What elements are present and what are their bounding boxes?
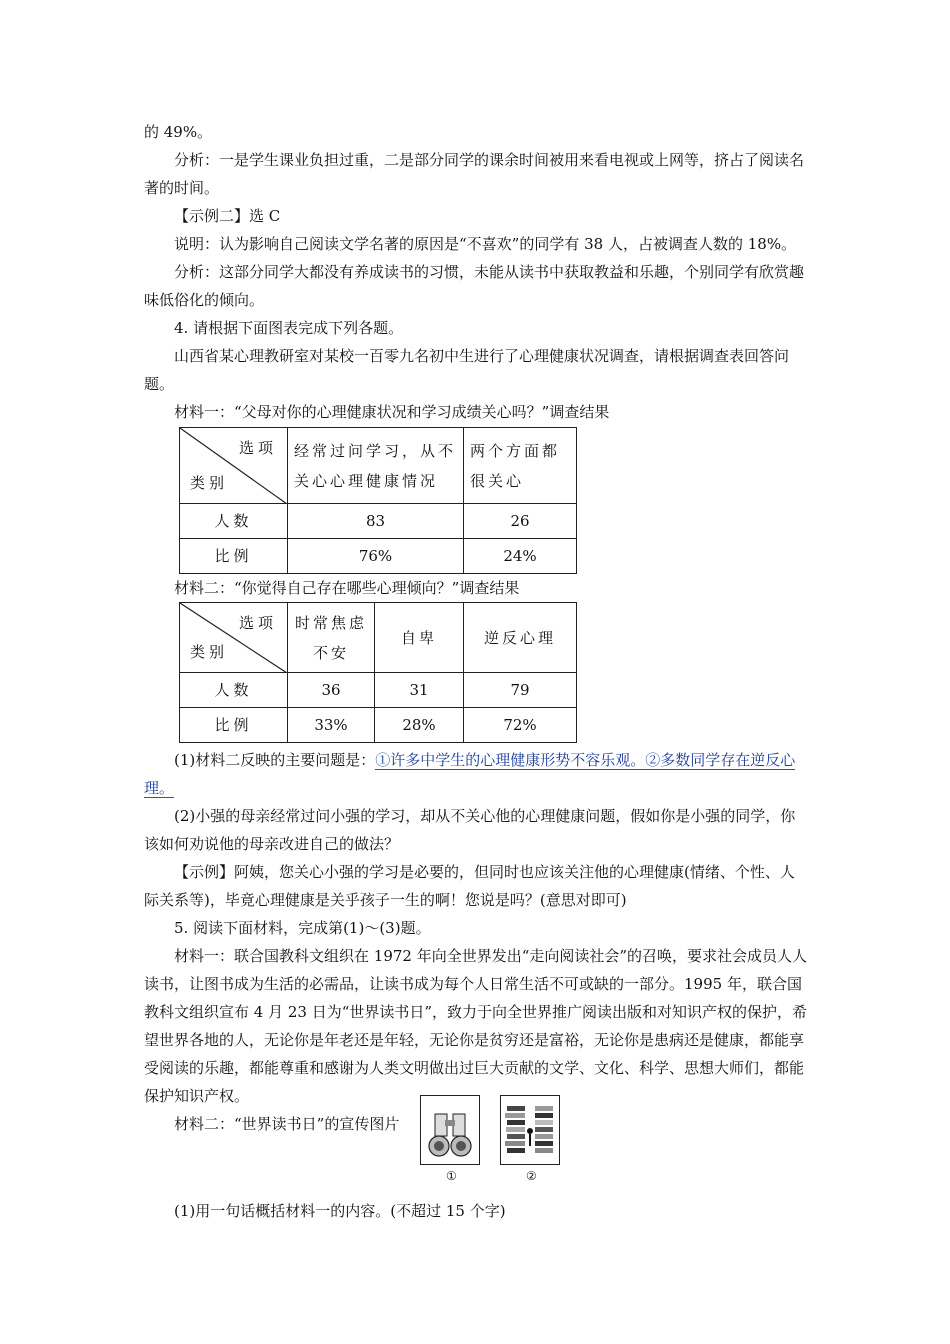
example-two-heading: 【示例二】选 C: [174, 207, 281, 225]
table-cell: 24%: [464, 539, 577, 574]
table-cell: 33%: [288, 708, 375, 743]
sub-question-1-prefix: (1)材料二反映的主要问题是：: [174, 751, 376, 769]
sub-question-1: [144, 746, 809, 802]
corner-top-label: 选项: [238, 614, 277, 632]
table-cell: 36: [288, 673, 375, 708]
table-cell: 26: [464, 504, 577, 539]
table-cell: 31: [375, 673, 464, 708]
sub-question-2-example: 【示例】阿姨，您关心小强的学习是必要的，但同时也应该关注他的心理健康(情绪、个性、人际关系等)，毕竟心理健康是关乎孩子一生的啊！您说是吗？(意思对即可): [144, 863, 795, 909]
question-5-material-2: 材料二：“世界读书日”的宣传图片: [174, 1115, 400, 1133]
row-label: 人数: [180, 673, 288, 708]
question-4-title: 4. 请根据下面图表完成下列各题。: [174, 319, 404, 337]
table-corner-cell: [180, 603, 288, 673]
sub-question-2: (2)小强的母亲经常过问小强的学习，却从不关心他的心理健康问题，假如你是小强的同学，你该如何劝说他的母亲改进自己的做法？: [144, 807, 796, 853]
document-page: [144, 118, 809, 1138]
picture-label-2: ②: [526, 1169, 537, 1183]
promo-picture-binoculars: [420, 1095, 480, 1165]
table-corner-cell: [180, 428, 288, 504]
promo-picture-books: [500, 1095, 560, 1165]
row-label: 比例: [180, 539, 288, 574]
analysis-paragraph-2: 分析：这部分同学大都没有养成读书的习惯，未能从读书中获取教益和乐趣，个别同学有欣赏趣味低俗化的倾向。: [144, 263, 805, 309]
material-2-title: 材料二：“你觉得自己存在哪些心理倾向？”调查结果: [174, 579, 520, 597]
table-cell: 72%: [464, 708, 577, 743]
column-header: 时常焦虑不安: [288, 603, 375, 673]
paragraph-continuation: 的 49%。: [144, 123, 213, 141]
explanation-paragraph: 说明：认为影响自己阅读文学名著的原因是“不喜欢”的同学有 38 人，占被调查人数的 18%。: [174, 235, 797, 253]
question-5-sub-1: (1)用一句话概括材料一的内容。(不超过 15 个字): [174, 1202, 506, 1220]
question-5-material-1: 材料一：联合国教科文组织在 1972 年向全世界发出“走向阅读社会”的召唤，要求社会成员人人读书，让图书成为生活的必需品，让读书成为每个人日常生活不可或缺的一部分。1995 年，联合国教科文组织宣布 4 月 23 日为“世界读书日”，致力于向全世界推广阅读出版和对知识产权的保护，希望世界各地的人，无论你是年老还是年轻，无论你是贫穷还是富裕，无论你是患病还是健康，都能享受阅读的乐趣，都能尊重和感谢为人类文明做出过巨大贡献的文学、文化、科学、思想大师们，都能保护知识产权。: [144, 947, 808, 1105]
row-label: 比例: [180, 708, 288, 743]
table-cell: 83: [288, 504, 464, 539]
binoculars-icon: [421, 1096, 479, 1164]
analysis-paragraph: 分析：一是学生课业负担过重，二是部分同学的课余时间被用来看电视或上网等，挤占了阅读名著的时间。: [144, 151, 805, 197]
table-cell: 79: [464, 673, 577, 708]
survey-table-1: [179, 427, 577, 574]
sub-question-1-answer: ①许多中学生的心理健康形势不容乐观。②多数同学存在逆反心理。: [144, 751, 796, 797]
row-label: 人数: [180, 504, 288, 539]
question-5-title: 5. 阅读下面材料，完成第(1)～(3)题。: [174, 919, 431, 937]
table-cell: 76%: [288, 539, 464, 574]
corner-bottom-label: 类别: [190, 474, 229, 492]
corner-bottom-label: 类别: [190, 643, 229, 661]
corner-top-label: 选项: [238, 439, 277, 457]
column-header: 两个方面都很关心: [464, 428, 577, 504]
picture-label-1: ①: [446, 1169, 457, 1183]
column-header: 逆反心理: [464, 603, 577, 673]
survey-table-2: [179, 602, 577, 743]
table-cell: 28%: [375, 708, 464, 743]
question-4-intro: 山西省某心理教研室对某校一百零九名初中生进行了心理健康状况调查，请根据调查表回答问题。: [144, 347, 790, 393]
material-1-title: 材料一：“父母对你的心理健康状况和学习成绩关心吗？”调查结果: [174, 403, 610, 421]
trailing-question: [144, 1197, 809, 1225]
column-header: 经常过问学习，从不关心心理健康情况: [288, 428, 464, 504]
books-stack-icon: [501, 1096, 559, 1164]
column-header: 自卑: [375, 603, 464, 673]
